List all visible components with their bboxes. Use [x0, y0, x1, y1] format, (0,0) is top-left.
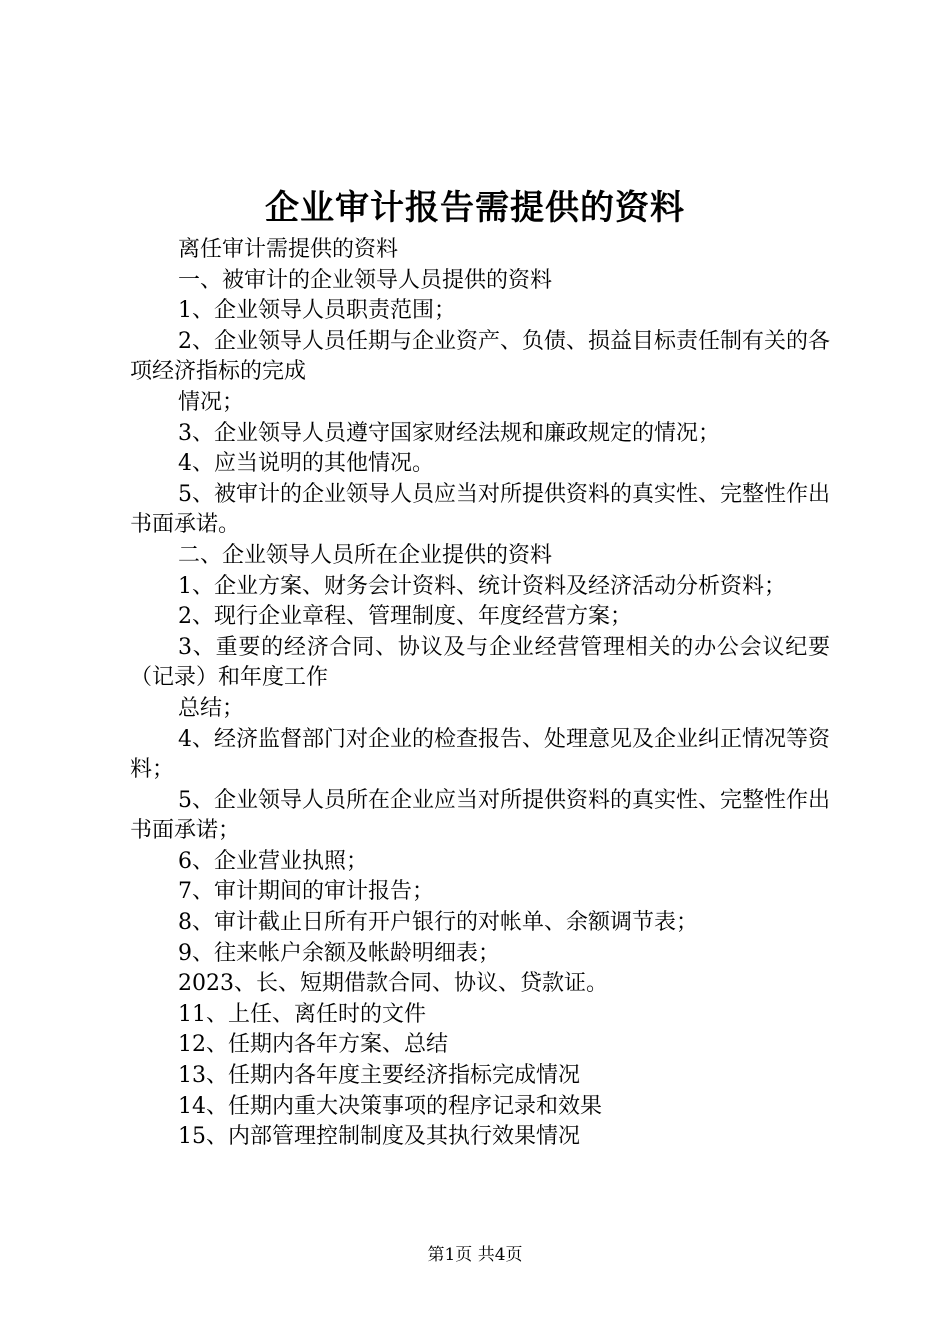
list-item: 5、企业领导人员所在企业应当对所提供资料的真实性、完整性作出书面承诺； [130, 787, 830, 844]
list-item: 1、企业领导人员职责范围； [178, 298, 456, 324]
list-item: 14、任期内重大决策事项的程序记录和效果 [178, 1093, 602, 1119]
list-item: 2023、长、短期借款合同、协议、贷款证。 [178, 971, 608, 997]
list-item: 9、往来帐户余额及帐龄明细表； [178, 940, 500, 966]
list-item: 13、任期内各年度主要经济指标完成情况 [178, 1063, 580, 1089]
page-total: 共4页 [477, 1245, 523, 1265]
list-item: 1、企业方案、财务会计资料、统计资料及经济活动分析资料； [178, 573, 786, 599]
list-item: 8、审计截止日所有开户银行的对帐单、余额调节表； [178, 910, 698, 936]
list-item: 4、应当说明的其他情况。 [178, 451, 434, 477]
list-item: 6、企业营业执照； [178, 848, 368, 874]
list-item-continuation: 总结； [178, 695, 245, 721]
paragraph: 离任审计需提供的资料 [178, 237, 399, 262]
document-title: 企业审计报告需提供的资料 [265, 188, 685, 228]
section-heading: 一、被审计的企业领导人员提供的资料 [178, 267, 553, 293]
list-item: 5、被审计的企业领导人员应当对所提供资料的真实性、完整性作出书面承诺。 [130, 481, 830, 538]
list-item: 3、重要的经济合同、协议及与企业经营管理相关的办公会议纪要（记录）和年度工作 [130, 634, 830, 691]
list-item: 2、现行企业章程、管理制度、年度经营方案； [178, 604, 632, 630]
section-heading: 二、企业领导人员所在企业提供的资料 [178, 542, 553, 568]
list-item: 12、任期内各年方案、总结 [178, 1032, 448, 1058]
list-item: 11、上任、离任时的文件 [178, 1001, 426, 1027]
document-body [130, 235, 830, 1153]
list-item: 7、审计期间的审计报告； [178, 879, 434, 905]
page-footer [0, 1244, 950, 1266]
page-number: 第1页 [427, 1245, 473, 1265]
list-item: 15、内部管理控制制度及其执行效果情况 [178, 1124, 580, 1150]
list-item: 3、企业领导人员遵守国家财经法规和廉政规定的情况； [178, 420, 720, 446]
list-item: 2、企业领导人员任期与企业资产、负债、损益目标责任制有关的各项经济指标的完成 [130, 328, 830, 385]
list-item: 4、经济监督部门对企业的检查报告、处理意见及企业纠正情况等资料； [130, 726, 830, 783]
list-item-continuation: 情况； [178, 389, 245, 415]
